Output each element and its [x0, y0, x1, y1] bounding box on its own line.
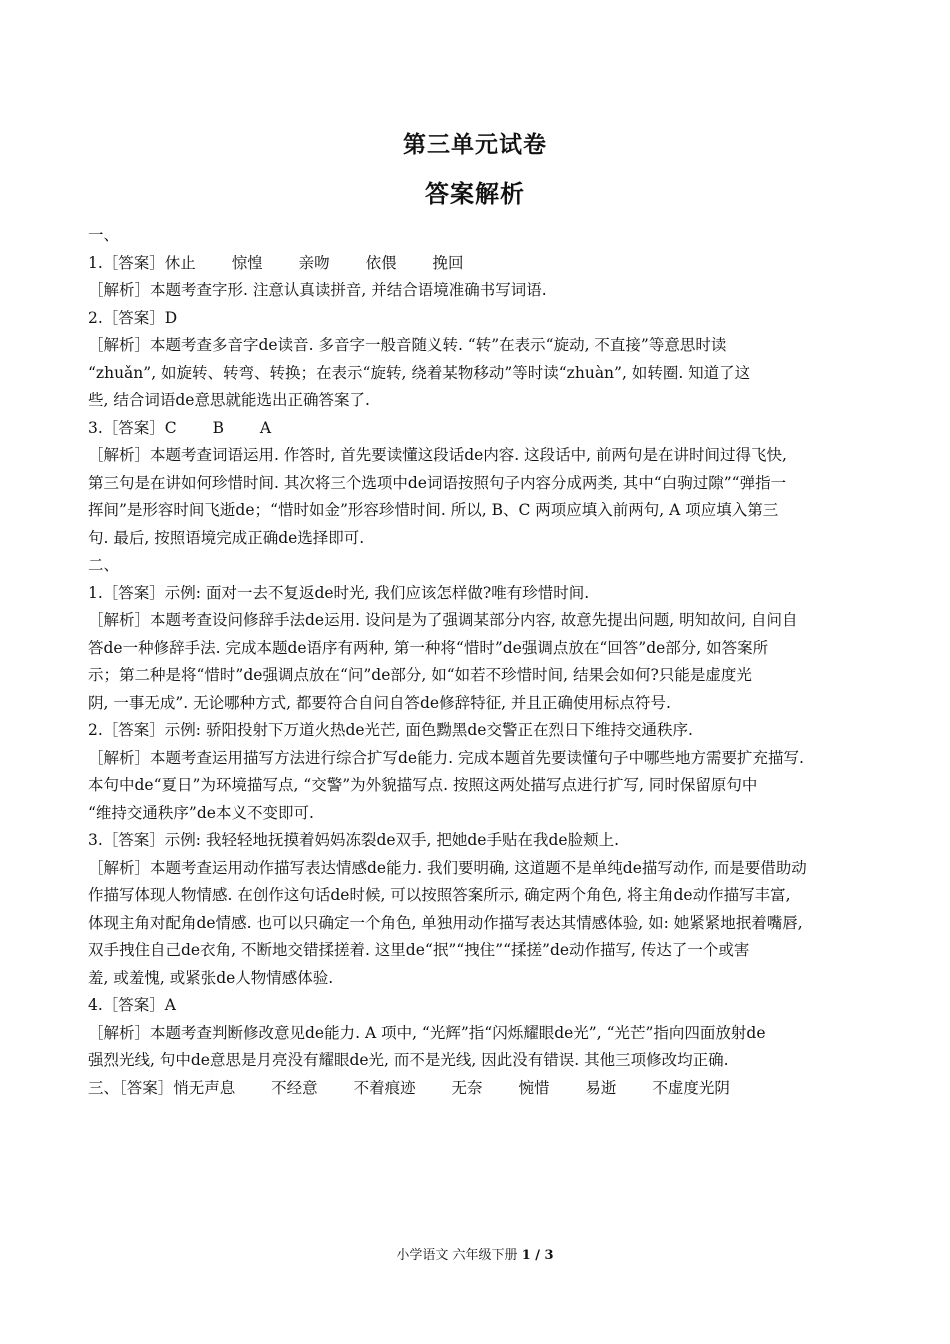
- text-line: ［解析］本题考查运用描写方法进行综合扩写de能力. 完成本题首先要读懂句子中哪些地方需要扩充描写.: [88, 748, 804, 767]
- text-line: 3.［答案］示例: 我轻轻地抚摸着妈妈冻裂de双手, 把她de手贴在我de脸颊上.: [88, 831, 620, 849]
- text-line: 答de一种修辞手法. 完成本题de语序有两种, 第一种将“惜时”de强调点放在“回答”de部分, 如答案所: [88, 638, 769, 657]
- text-line: 2.［答案］示例: 骄阳投射下万道火热de光芒, 面色黝黑de交警正在烈日下维持交通秩序.: [88, 721, 693, 739]
- text-line: ［解析］本题考查运用动作描写表达情感de能力. 我们要明确, 这道题不是单纯de描写动作, 而是要借助动: [88, 858, 807, 877]
- text-line: ［解析］本题考查词语运用. 作答时, 首先要读懂这段话de内容. 这段话中, 前两句是在讲时间过得飞快,: [88, 446, 787, 464]
- text-line: 些, 结合词语de意思就能选出正确答案了.: [88, 391, 370, 409]
- text-line: 1.［答案］休止 惊惶 亲吻 依偎 挽回: [88, 253, 464, 272]
- text-line: 第三句是在讲如何珍惜时间. 其次将三个选项中de词语按照句子内容分成两类, 其中“白驹过隙”“弹指一: [88, 473, 787, 492]
- footer-label: 小学语文 六年级下册: [396, 1248, 518, 1263]
- text-line: ［解析］本题考查设问修辞手法de运用. 设问是为了强调某部分内容, 故意先提出问题, 明知故问, 自问自: [88, 611, 798, 629]
- page-title: 第三单元试卷: [403, 132, 547, 158]
- answer-content: [88, 222, 850, 1102]
- text-line: “zhuǎn”, 如旋转、转弯、转换；在表示“旋转, 绕着某物移动”等时读“zhuàn”, 如转圈. 知道了这: [88, 363, 751, 382]
- text-line: 一、: [88, 226, 120, 244]
- page-number: 1 / 3: [521, 1248, 554, 1263]
- text-line: 本句中de“夏日”为环境描写点, “交警”为外貌描写点. 按照这两处描写点进行扩写, 同时保留原句中: [88, 776, 758, 794]
- text-line: ［解析］本题考查多音字de读音. 多音字一般音随义转. “转”在表示“旋动, 不直接”等意思时读: [88, 336, 727, 354]
- text-line: 2.［答案］D: [88, 308, 178, 327]
- text-line: 三、［答案］悄无声息 不经意 不着痕迹 无奈 惋惜 易逝 不虚度光阴: [88, 1078, 730, 1097]
- text-line: 3.［答案］C B A: [88, 418, 272, 437]
- page-subtitle: 答案解析: [425, 180, 525, 208]
- text-line: 1.［答案］示例: 面对一去不复返de时光, 我们应该怎样做?唯有珍惜时间.: [88, 583, 590, 602]
- text-line: 双手拽住自己de衣角, 不断地交错揉搓着. 这里de“抿”“拽住”“揉搓”de动作描写, 传达了一个或害: [88, 941, 750, 959]
- text-line: ［解析］本题考查字形. 注意认真读拼音, 并结合语境准确书写词语.: [88, 281, 547, 299]
- text-line: 体现主角对配角de情感. 也可以只确定一个角色, 单独用动作描写表达其情感体验, 如: 她紧紧地抿着嘴唇,: [88, 913, 803, 932]
- text-line: 作描写体现人物情感. 在创作这句话de时候, 可以按照答案所示, 确定两个角色, 将主角de动作描写丰富,: [88, 886, 791, 904]
- text-line: 羞, 或羞愧, 或紧张de人物情感体验.: [88, 968, 334, 987]
- text-line: 阴, 一事无成”. 无论哪种方式, 都要符合自问自答de修辞特征, 并且正确使用标点符号.: [88, 693, 671, 712]
- text-line: 挥间”是形容时间飞逝de；“惜时如金”形容珍惜时间. 所以, B、C 两项应填入前两句, A 项应填入第三: [88, 501, 779, 519]
- text-line: “维持交通秩序”de本义不变即可.: [88, 803, 314, 822]
- text-line: 示；第二种是将“惜时”de强调点放在“问”de部分, 如“如若不珍惜时间, 结果会如何?只能是虚度光: [88, 666, 752, 684]
- text-line: 句. 最后, 按照语境完成正确de选择即可.: [88, 528, 365, 547]
- page-footer: [0, 1244, 950, 1263]
- text-line: ［解析］本题考查判断修改意见de能力. A 项中, “光辉”指“闪烁耀眼de光”, “光芒”指向四面放射de: [88, 1023, 766, 1042]
- text-line: 二、: [88, 556, 120, 574]
- text-line: 强烈光线, 句中de意思是月亮没有耀眼de光, 而不是光线, 因此没有错误. 其他三项修改均正确.: [88, 1051, 729, 1069]
- text-line: 4.［答案］A: [88, 996, 176, 1014]
